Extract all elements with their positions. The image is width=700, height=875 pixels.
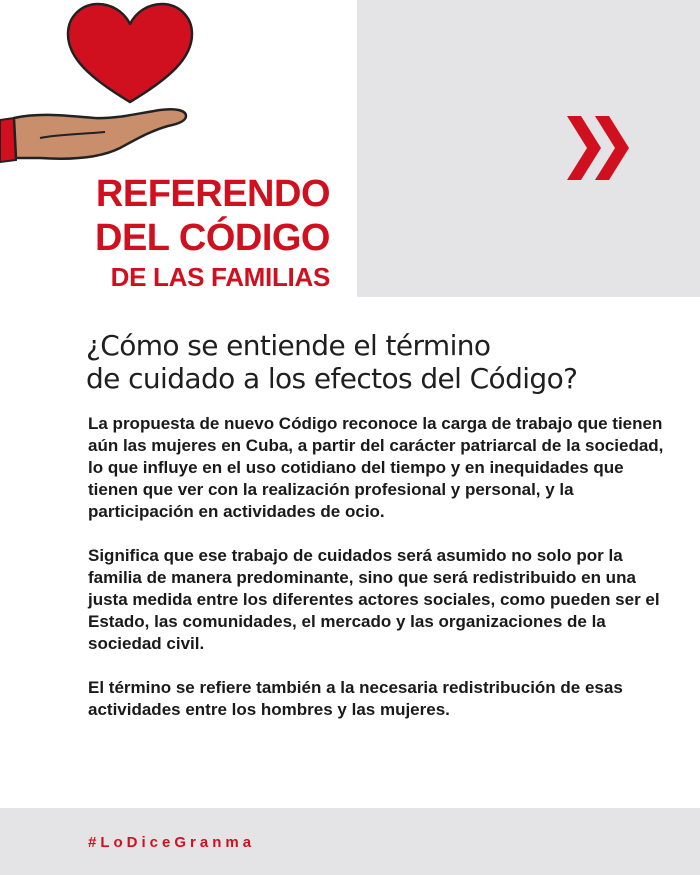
double-chevron-right-icon[interactable]	[567, 116, 633, 180]
paragraph-1: La propuesta de nuevo Código reconoce la carga de trabajo que tienen aún las mujeres en Cuba, a partir del carácter patriarcal de la sociedad, lo que influye en el uso cotidiano del tiempo y en inequidades que tienen que ver con la realización profesional y personal, y la participación en actividades de ocio.	[88, 414, 664, 521]
title-line-3: DE LAS FAMILIAS	[110, 262, 330, 292]
question-line-1: ¿Cómo se entiende el término	[86, 329, 491, 362]
heart-in-hand-icon	[0, 0, 200, 170]
top-gray-panel	[357, 0, 700, 297]
paragraph-2: Significa que ese trabajo de cuidados será asumido no solo por la familia de manera predominante, sino que será redistribuido en una justa medida entre los diferentes actores sociales, como pueden ser el Estado, las comunidades, el mercado y las organizaciones de la sociedad civil.	[88, 546, 660, 653]
title-line-1: REFERENDO	[95, 173, 330, 215]
title-line-2: DEL CÓDIGO	[95, 217, 330, 259]
page-title	[80, 172, 330, 294]
question-heading	[86, 329, 666, 395]
body-text	[88, 413, 668, 743]
question-line-2: de cuidado a los efectos del Código?	[86, 362, 578, 395]
hashtag-link[interactable]: #LoDiceGranma	[88, 834, 256, 851]
paragraph-3: El término se refiere también a la necesaria redistribución de esas actividades entre los hombres y las mujeres.	[88, 678, 623, 719]
